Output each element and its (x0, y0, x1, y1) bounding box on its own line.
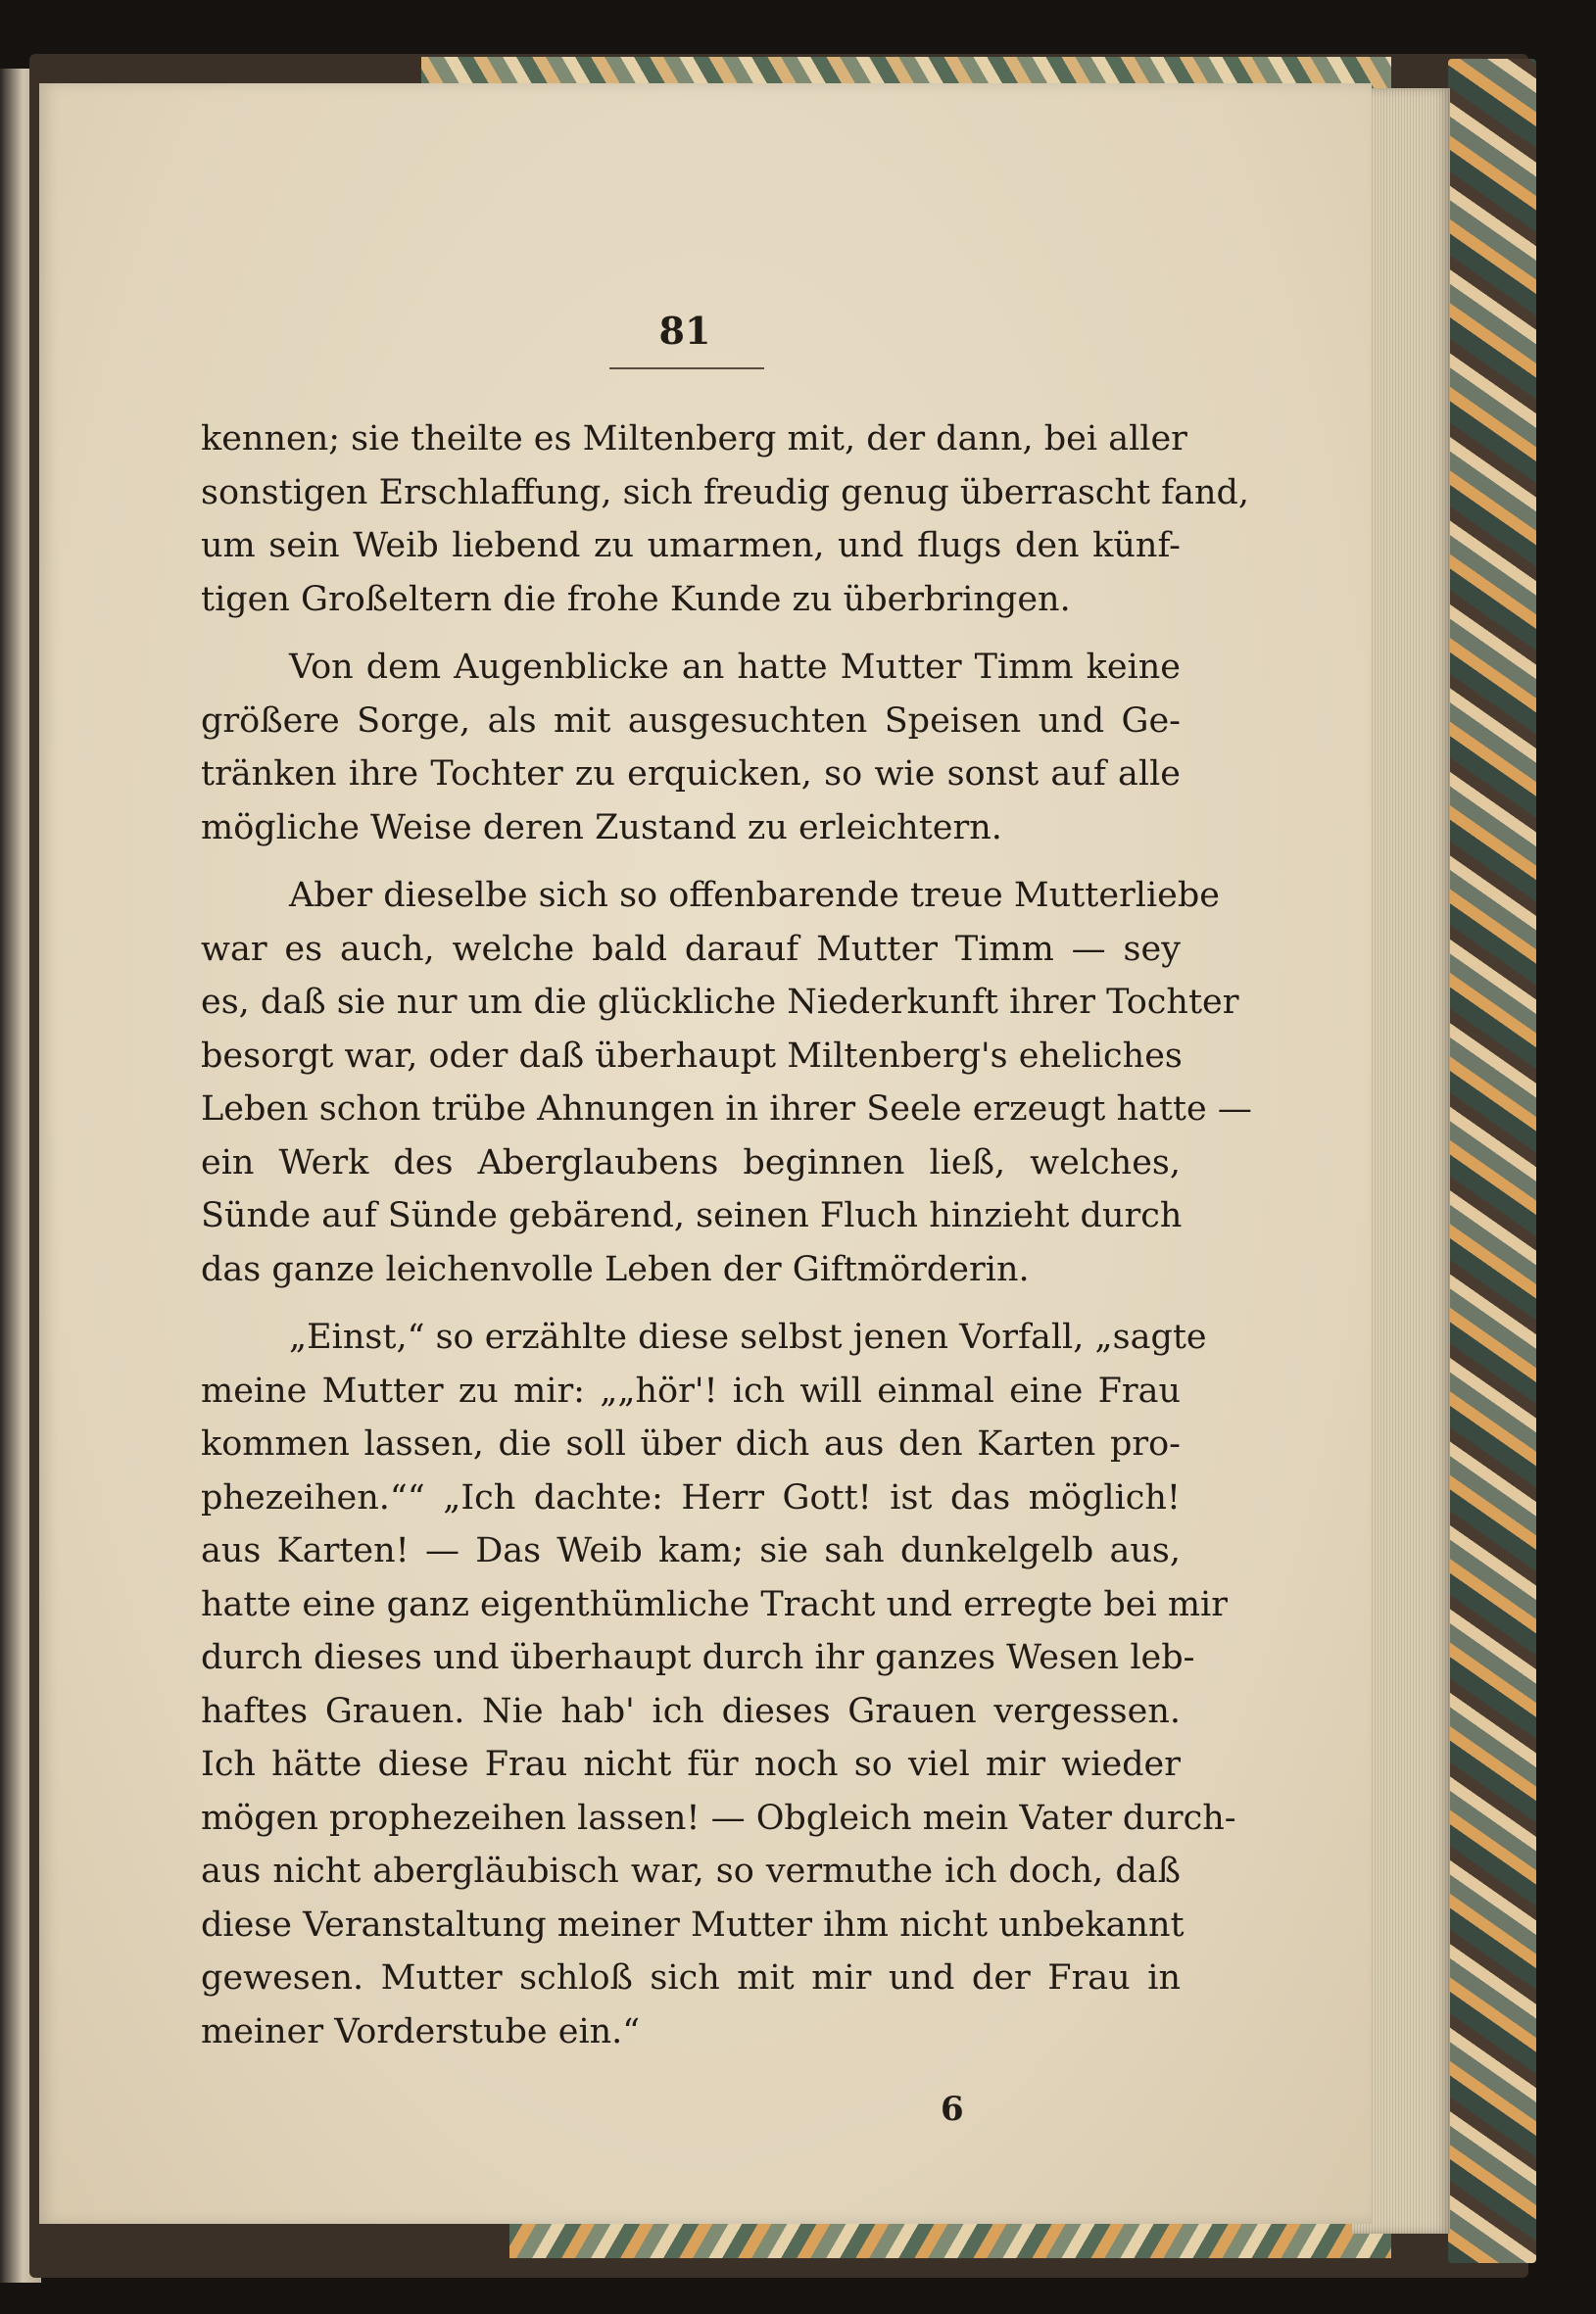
book-page (39, 83, 1372, 2224)
text-line: es, daß sie nur um die glückliche Niederkunft ihrer Tochter (201, 983, 1239, 1022)
text-line: tigen Großeltern die frohe Kunde zu überbringen. (201, 579, 1071, 619)
text-line: mögliche Weise deren Zustand zu erleichtern. (201, 807, 1002, 847)
text-line: Von dem Augenblicke an hatte Mutter Timm keine (289, 648, 1181, 687)
text-line: haftes Grauen. Nie hab' ich dieses Grauen vergessen. (201, 1691, 1181, 1731)
text-line: das ganze leichenvolle Leben der Giftmörderin. (201, 1249, 1030, 1289)
text-line: „Einst,“ so erzählte diese selbst jenen Vorfall, „sagte (289, 1318, 1207, 1357)
text-line: ein Werk des Aberglaubens beginnen ließ, welches, (201, 1142, 1181, 1182)
body-text (201, 412, 1252, 2058)
text-line: um sein Weib liebend zu umarmen, und flugs den künf- (201, 526, 1181, 565)
text-line: sonstigen Erschlaffung, sich freudig genug überrascht fand, (201, 472, 1250, 512)
text-line: kommen lassen, die soll über dich aus den Karten pro- (201, 1424, 1181, 1464)
marbled-edge-bottom (509, 2219, 1391, 2258)
text-line: Ich hätte diese Frau nicht für noch so viel mir wieder (201, 1745, 1181, 1784)
text-line: phezeihen.““ „Ich dachte: Herr Gott! ist das möglich! (201, 1477, 1181, 1518)
text-line: größere Sorge, als mit ausgesuchten Speisen und Ge- (201, 700, 1181, 741)
signature-mark: 6 (941, 2090, 964, 2129)
header-rule (609, 367, 764, 369)
marbled-edge-right (1448, 59, 1536, 2263)
text-line: durch dieses und überhaupt durch ihr ganzes Wesen leb- (201, 1638, 1195, 1677)
text-line: kennen; sie theilte es Miltenberg mit, der dann, bei aller (201, 419, 1187, 458)
text-line: war es auch, welche bald darauf Mutter Timm — sey (201, 929, 1181, 969)
text-line: Aber dieselbe sich so offenbarende treue Mutterliebe (289, 876, 1221, 915)
text-line: Sünde auf Sünde gebärend, seinen Fluch hinzieht durch (201, 1196, 1183, 1235)
text-line: Leben schon trübe Ahnungen in ihrer Seele erzeugt hatte — (201, 1089, 1252, 1129)
text-line: meiner Vorderstube ein.“ (201, 2011, 641, 2051)
text-line: aus nicht abergläubisch war, so vermuthe ich doch, daß (201, 1852, 1181, 1891)
text-line: aus Karten! — Das Weib kam; sie sah dunkelgelb aus, (201, 1531, 1181, 1570)
text-line: tränken ihre Tochter zu erquicken, so wie sonst auf alle (201, 754, 1181, 794)
text-line: mögen prophezeihen lassen! — Obgleich mein Vater durch- (201, 1798, 1236, 1838)
text-line: hatte eine ganz eigenthümliche Tracht und erregte bei mir (201, 1584, 1228, 1624)
text-line: meine Mutter zu mir: „„hör'! ich will einmal eine Frau (201, 1371, 1181, 1411)
text-line: besorgt war, oder daß überhaupt Miltenberg's eheliches (201, 1036, 1183, 1076)
text-line: diese Veranstaltung meiner Mutter ihm nicht unbekannt (201, 1904, 1185, 1945)
page-number: 81 (658, 309, 711, 353)
text-line: gewesen. Mutter schloß sich mit mir und der Frau in (201, 1958, 1181, 1998)
